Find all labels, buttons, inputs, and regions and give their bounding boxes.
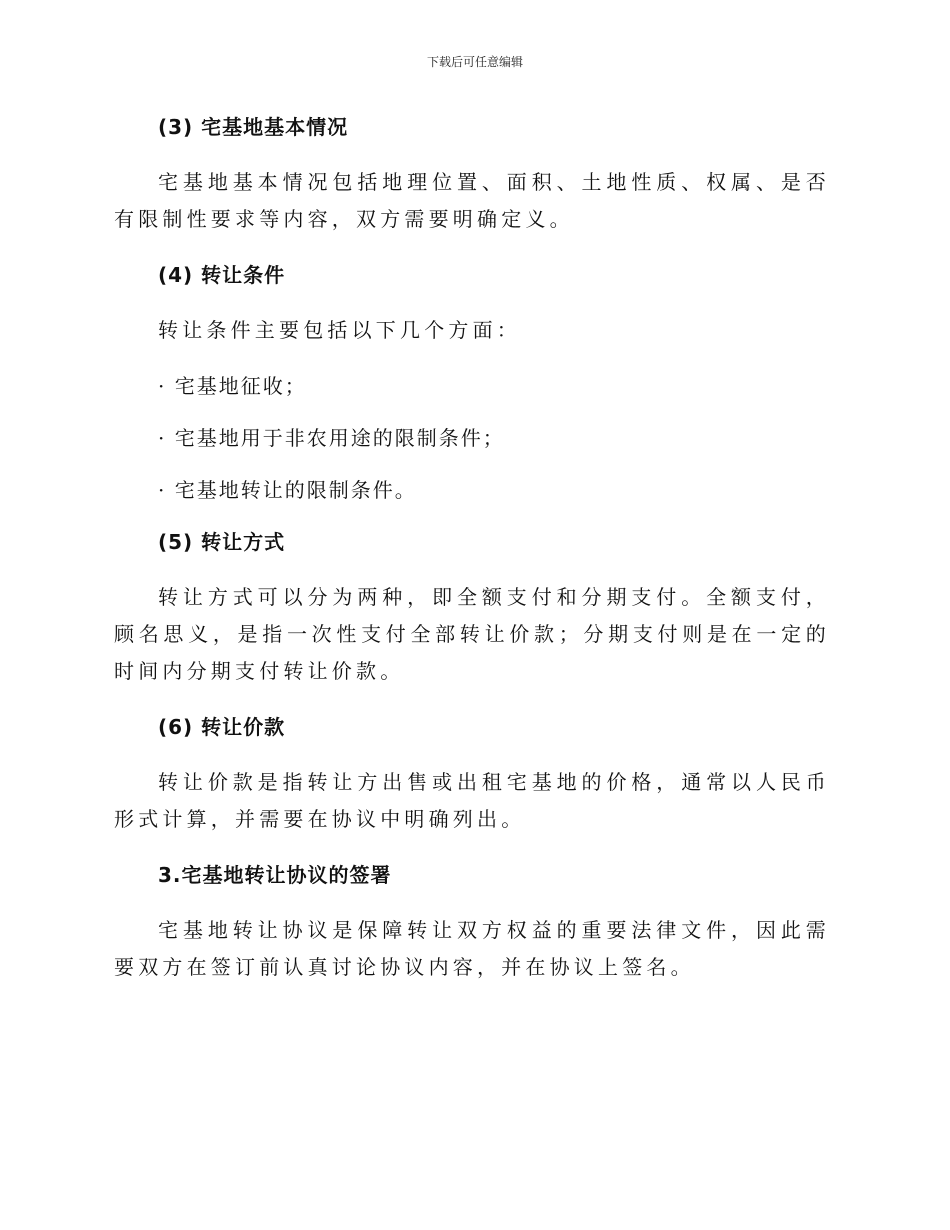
page-header: 下载后可任意编辑 — [426, 55, 523, 69]
section-heading: (5) 转让方式 — [158, 530, 286, 554]
section-heading: (4) 转让条件 — [158, 263, 286, 287]
section-paragraph: 转让条件主要包括以下几个方面： — [158, 318, 521, 342]
section-heading: 3.宅基地转让协议的签署 — [158, 863, 392, 887]
section-heading: (3) 宅基地基本情况 — [158, 115, 349, 139]
list-item: · 宅基地征收； — [158, 374, 307, 398]
list-item: · 宅基地转让的限制条件。 — [158, 478, 417, 502]
section-paragraph: 宅基地转让协议是保障转让双方权益的重要法律文件，因此需要双方在签订前认真讨论协议内容，并在协议上签名。 — [114, 918, 830, 979]
list-item: · 宅基地用于非农用途的限制条件； — [158, 426, 505, 450]
section-paragraph: 转让方式可以分为两种，即全额支付和分期支付。全额支付，顾名思义，是指一次性支付全部转让价款；分期支付则是在一定的时间内分期支付转让价款。 — [114, 585, 830, 683]
section-paragraph: 宅基地基本情况包括地理位置、面积、土地性质、权属、是否有限制性要求等内容，双方需要明确定义。 — [114, 170, 830, 231]
document-body — [114, 112, 830, 986]
section-heading: (6) 转让价款 — [158, 715, 286, 739]
section-paragraph: 转让价款是指转让方出售或出租宅基地的价格，通常以人民币形式计算，并需要在协议中明确列出。 — [114, 770, 830, 831]
